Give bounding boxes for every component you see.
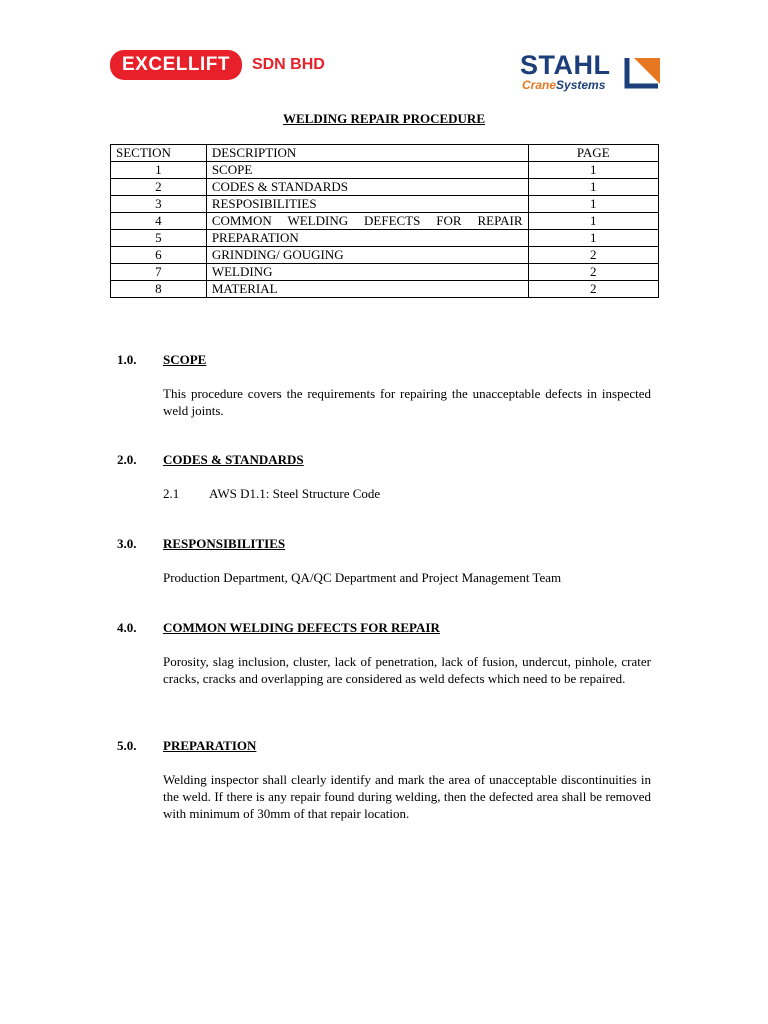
document-title: WELDING REPAIR PROCEDURE (283, 111, 485, 126)
row-page: 1 (528, 196, 658, 213)
section-title: SCOPE (163, 352, 207, 367)
section-title: COMMON WELDING DEFECTS FOR REPAIR (163, 620, 440, 635)
section-body: Welding inspector shall clearly identify and mark the area of unacceptable discontinuities in the weld. If there is any repair found during welding, then the defected area shall be removed with minimum of 30mm of that repair location. (163, 772, 651, 821)
row-description: COMMON WELDING DEFECTS FOR REPAIR (206, 213, 528, 230)
section-number: 2.0. (117, 452, 137, 467)
section-number: 1.0. (117, 352, 137, 367)
subsection-number: 2.1 (163, 486, 180, 501)
table-row (111, 230, 659, 247)
section-title: CODES & STANDARDS (163, 452, 304, 467)
column-header-section: SECTION (111, 145, 207, 162)
row-page: 1 (528, 230, 658, 247)
row-section: 5 (111, 230, 207, 247)
excellift-logo (110, 50, 325, 80)
row-description: MATERIAL (206, 281, 528, 298)
table-row (111, 281, 659, 298)
row-page: 2 (528, 281, 658, 298)
table-row (111, 213, 659, 230)
row-description: PREPARATION (206, 230, 528, 247)
excellift-logo-suffix: SDN BHD (251, 56, 325, 73)
subsection-text: AWS D1.1: Steel Structure Code (209, 486, 381, 501)
row-description: SCOPE (206, 162, 528, 179)
table-row (111, 264, 659, 281)
stahl-mark-icon (624, 54, 660, 90)
row-section: 2 (111, 179, 207, 196)
section-title: PREPARATION (163, 738, 257, 753)
row-section: 6 (111, 247, 207, 264)
stahl-logo (520, 50, 660, 100)
row-page: 1 (528, 213, 658, 230)
row-section: 4 (111, 213, 207, 230)
section-number: 3.0. (117, 536, 137, 551)
stahl-logo-tagline (522, 78, 605, 92)
stahl-logo-name: STAHL (520, 50, 611, 80)
column-header-page: PAGE (528, 145, 658, 162)
excellift-logo-badge: EXCELLIFT (110, 50, 242, 80)
row-description: WELDING (206, 264, 528, 281)
table-row (111, 196, 659, 213)
row-page: 1 (528, 179, 658, 196)
column-header-description: DESCRIPTION (206, 145, 528, 162)
section-body: Production Department, QA/QC Department and Project Management Team (163, 570, 562, 585)
section-number: 5.0. (117, 738, 137, 753)
row-section: 8 (111, 281, 207, 298)
row-page: 1 (528, 162, 658, 179)
contents-table (110, 144, 659, 298)
row-section: 7 (111, 264, 207, 281)
row-description: CODES & STANDARDS (206, 179, 528, 196)
section-number: 4.0. (117, 620, 137, 635)
row-section: 1 (111, 162, 207, 179)
table-row (111, 247, 659, 264)
section-body: Porosity, slag inclusion, cluster, lack of penetration, lack of fusion, undercut, pinhole, crater cracks, cracks and overlapping are considered as weld defects which need to be repaired. (163, 654, 651, 686)
contents-table-header (111, 145, 659, 162)
row-page: 2 (528, 247, 658, 264)
stahl-tag-crane: Crane (522, 78, 557, 92)
row-section: 3 (111, 196, 207, 213)
section-body: This procedure covers the requirements for repairing the unacceptable defects in inspected weld joints. (163, 386, 651, 418)
table-row (111, 179, 659, 196)
row-description: GRINDING/ GOUGING (206, 247, 528, 264)
stahl-tag-systems: Systems (556, 78, 606, 92)
section-title: RESPONSIBILITIES (163, 536, 286, 551)
page-header (0, 0, 768, 110)
table-row (111, 162, 659, 179)
row-description: RESPOSIBILITIES (206, 196, 528, 213)
row-page: 2 (528, 264, 658, 281)
